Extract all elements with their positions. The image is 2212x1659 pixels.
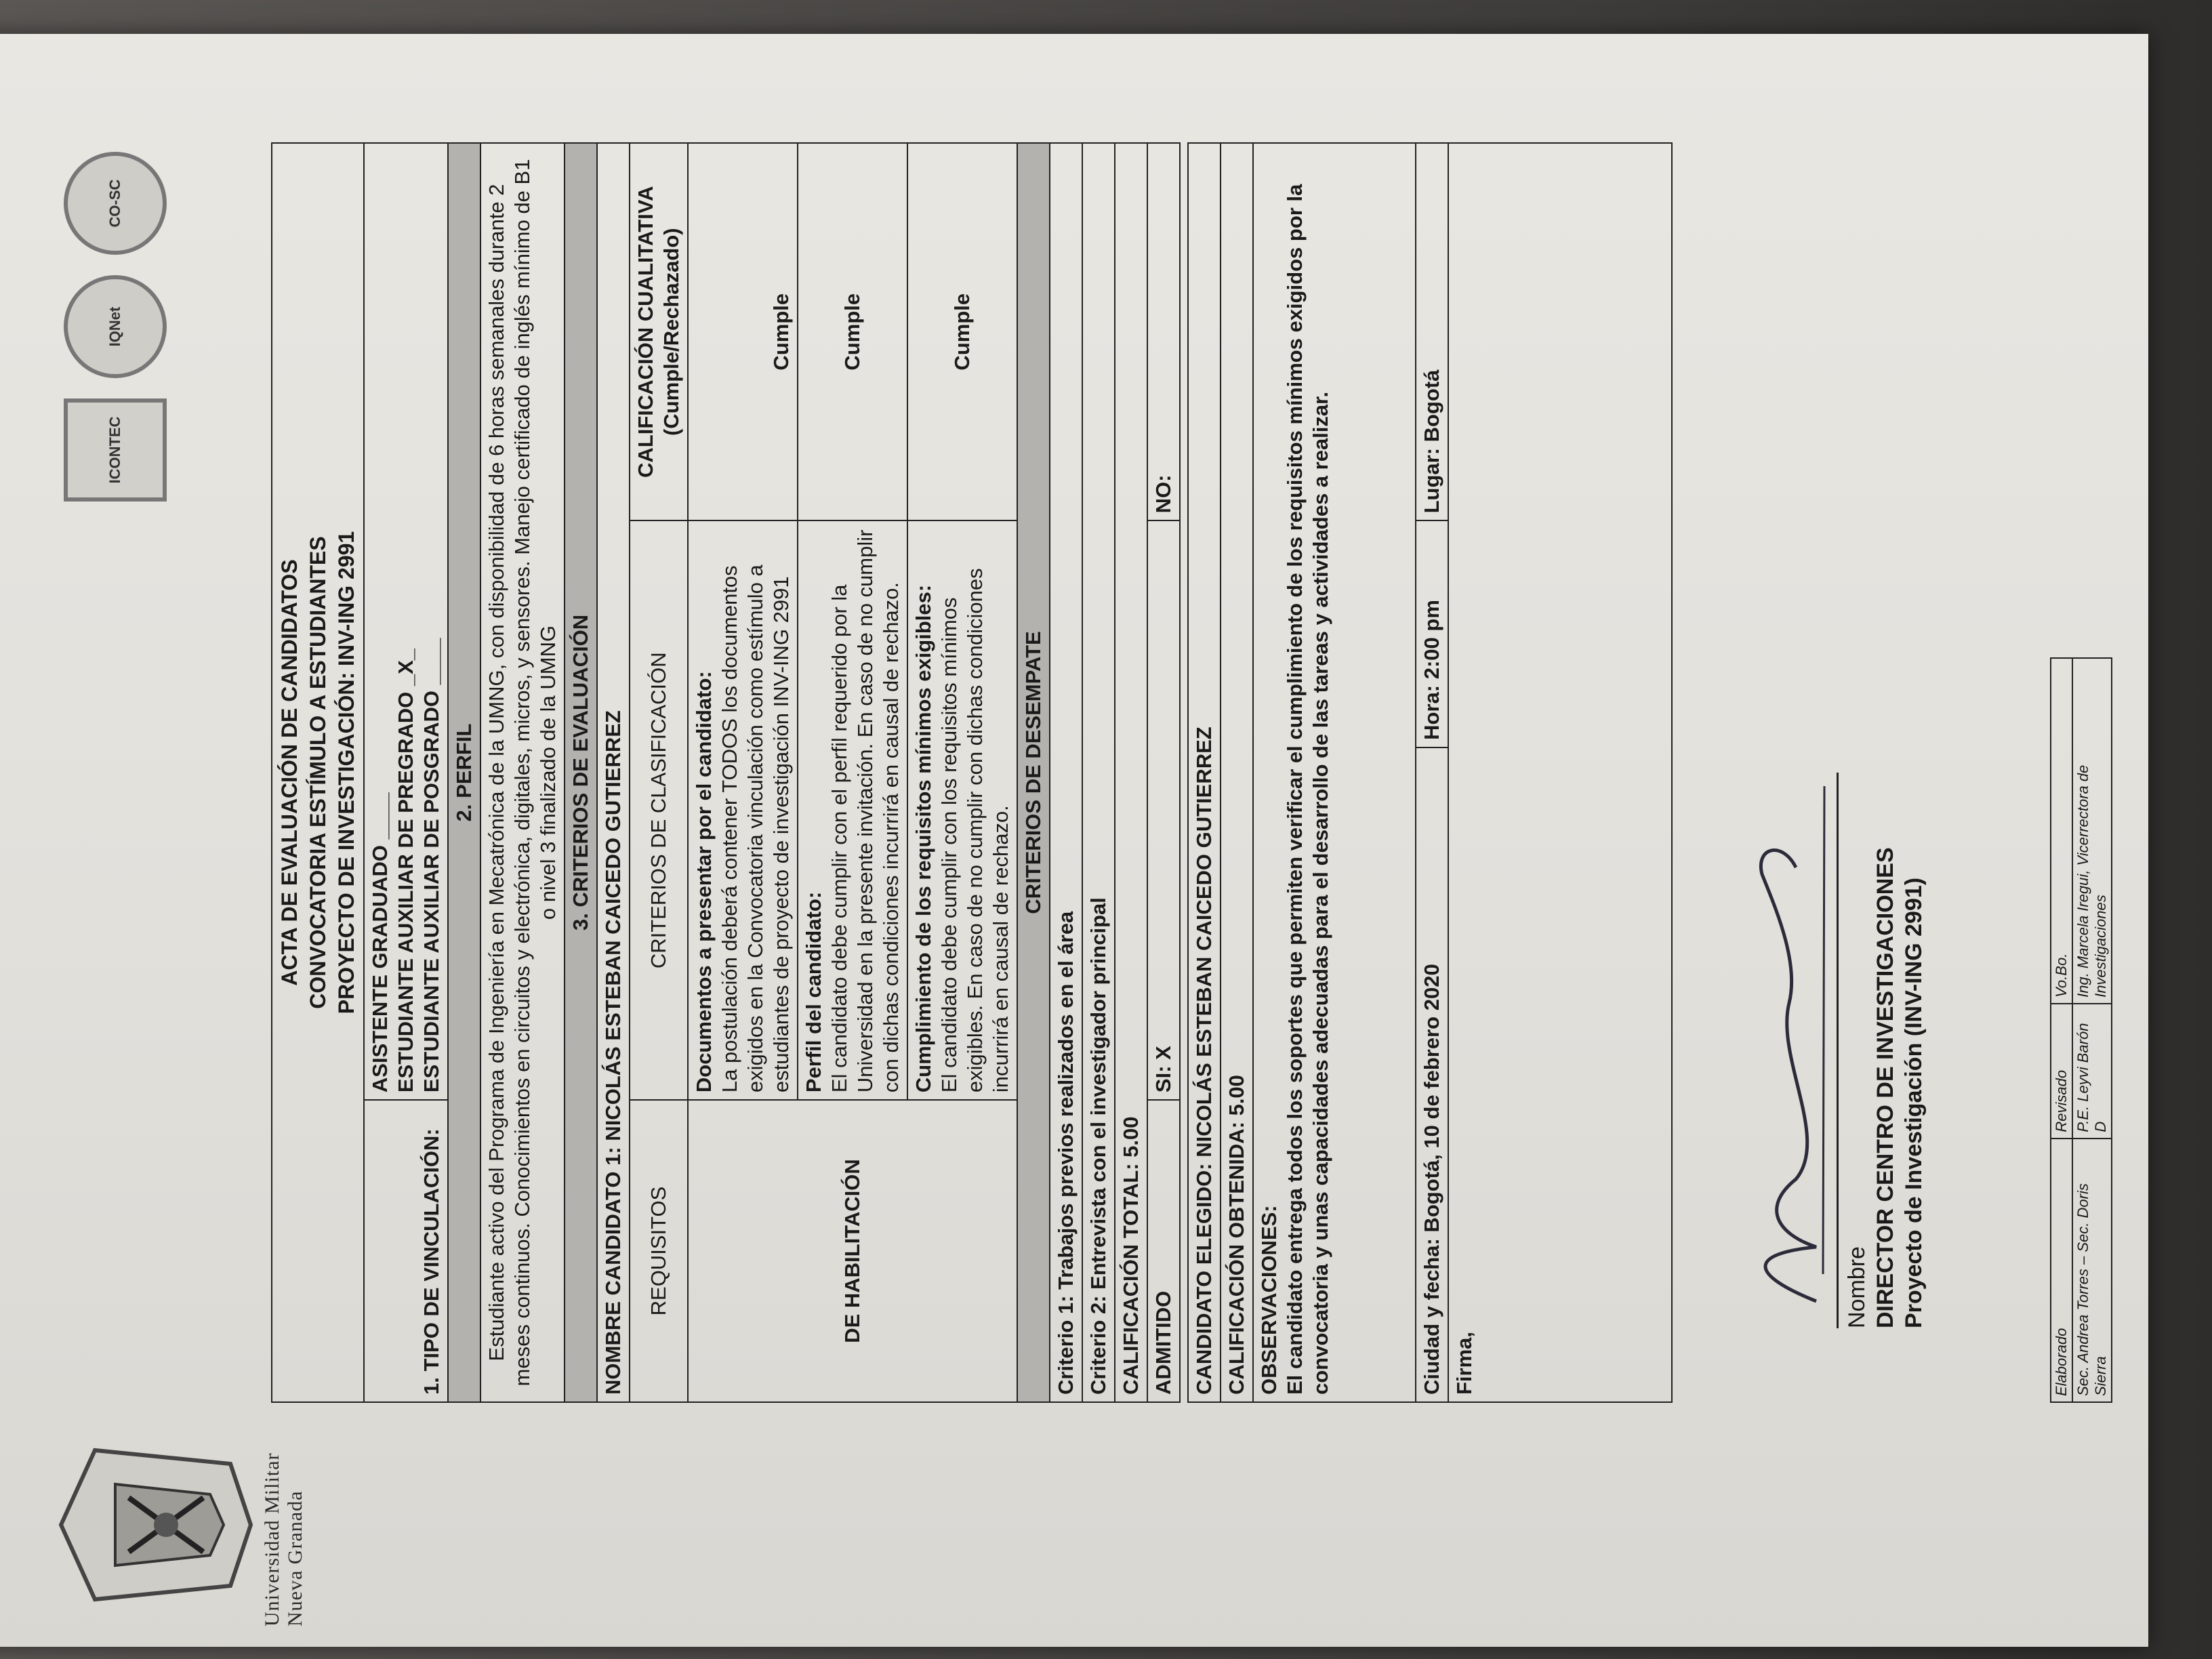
calificacion-obtenida: CALIFICACIÓN OBTENIDA: 5.00 (1221, 143, 1253, 1402)
admitido-label: ADMITIDO (1147, 1100, 1180, 1402)
cosc-seal-icon: CO-SC (64, 152, 167, 255)
vobo-value: Ing. Marcela Iregui, Vicerrectora de Investigaciones (2072, 658, 2112, 1004)
revisado-label: Revisado (2051, 1004, 2072, 1139)
admitido-no: NO: (1147, 143, 1180, 520)
result-requisitos-minimos: Cumple (907, 143, 1017, 520)
university-coat-of-arms-icon (54, 1437, 258, 1613)
vinculacion-label: 1. TIPO DE VINCULACIÓN: (364, 1100, 448, 1402)
certification-logos (61, 122, 169, 501)
result-documentos: Cumple (688, 143, 798, 520)
handwritten-signature-icon (1735, 759, 1843, 1315)
item-perfil: Perfil del candidato: El candidato debe cumplir con el perfil requerido por la Universidad en la presente invitación. En caso de no cumplir con dichas condiciones incurrirá en causal de rechazo. (798, 520, 907, 1100)
elaborado-label: Elaborado (2051, 1139, 2072, 1402)
signature-block (1837, 718, 1928, 1328)
perfil-heading: 2. PERFIL (448, 143, 480, 1402)
vinculacion-options: ASISTENTE GRADUADO ____ ESTUDIANTE AUXILIAR DE PREGRADO _X_ ESTUDIANTE AUXILIAR DE POSGRADO ____ (364, 143, 448, 1100)
evaluation-table (271, 142, 1181, 1403)
desempate-heading: CRITERIOS DE DESEMPATE (1017, 143, 1050, 1402)
habilitacion-label: DE HABILITACIÓN (688, 1100, 1017, 1402)
candidato-elegido: CANDIDATO ELEGIDO: NICOLÁS ESTEBAN CAICEDO GUTIERREZ (1188, 143, 1221, 1402)
signer-project: Proyecto de Investigación (INV-ING 2991) (1901, 877, 1927, 1328)
revisado-value: P.E. Leyvi Barón D (2072, 1004, 2112, 1139)
elaborado-value: Sec. Andrea Torres – Sec. Doris Sierra (2072, 1139, 2112, 1402)
criterios-heading: 3. CRITERIOS DE EVALUACIÓN (565, 143, 597, 1402)
iqnet-seal-icon: IQNet (64, 275, 167, 378)
result-perfil: Cumple (798, 143, 907, 520)
observaciones: OBSERVACIONES: El candidato entrega todos los soportes que permiten verificar el cumplimiento de los requisitos mínimos exigidos por la convocatoria y unas capacidades adecuadas para el desarrollo de las tareas y actividades a realizar. (1253, 143, 1416, 1402)
item-requisitos-minimos: Cumplimiento de los requisitos mínimos exigibles: El candidato debe cumplir con los requisitos mínimos exigibles. En caso de no cumplir con dichas condiciones incurrirá en causal de rechazo. (907, 520, 1017, 1100)
lugar: Lugar: Bogotá (1416, 143, 1448, 520)
candidate-name: NOMBRE CANDIDATO 1: NICOLÁS ESTEBAN CAICEDO GUTIERREZ (597, 143, 630, 1402)
item-documentos: Documentos a presentar por el candidato: La postulación deberá contener TODOS los documentos exigidos en la Convocatoria vinculación como estímulo a estudiantes de proyecto de investigación INV-ING 2991 (688, 520, 798, 1100)
document-title: ACTA DE EVALUACIÓN DE CANDIDATOS CONVOCATORIA ESTÍMULO A ESTUDIANTES PROYECTO DE INVESTIGACIÓN: INV-ING 2991 (272, 143, 364, 1402)
approval-table (2050, 657, 2112, 1403)
admitido-si: SI: X (1147, 520, 1180, 1100)
col-calificacion: CALIFICACIÓN CUALITATIVA (Cumple/Rechazado) (630, 143, 688, 520)
firma-label: Firma, (1448, 143, 1672, 1402)
calificacion-total: CALIFICACIÓN TOTAL: 5.00 (1115, 143, 1147, 1402)
col-requisitos: REQUISITOS (630, 1100, 688, 1402)
criterio-1: Criterio 1: Trabajos previos realizados en el área (1050, 143, 1082, 1402)
signer-title: DIRECTOR CENTRO DE INVESTIGACIONES (1872, 847, 1898, 1328)
criterio-2: Criterio 2: Entrevista con el investigador principal (1082, 143, 1115, 1402)
ciudad-fecha: Ciudad y fecha: Bogotá, 10 de febrero 2020 (1416, 747, 1448, 1402)
approval-footer (2050, 657, 2112, 1403)
document-page (0, 95, 2108, 1654)
icontec-seal-icon: ICONTEC (64, 398, 167, 501)
hora: Hora: 2:00 pm (1416, 520, 1448, 747)
institution-line1: Universidad Militar (261, 1452, 283, 1626)
col-clasificacion: CRITERIOS DE CLASIFICACIÓN (630, 520, 688, 1100)
signer-name-label: Nombre (1844, 1246, 1870, 1328)
evaluation-form (271, 142, 1673, 1403)
perfil-text: Estudiante activo del Programa de Ingeniería en Mecatrónica de la UMNG, con disponibilidad de 6 horas semanales durante 2 meses continuos. Conocimientos en circuitos y electrónica, digitales, micros, y sensores. Manejo certificado de inglés mínimo de B1 o nivel 3 finalizado de la UMNG (480, 143, 565, 1402)
institution-line2: Nueva Granada (284, 1490, 306, 1626)
result-table (1187, 142, 1673, 1403)
vobo-label: Vo.Bo. (2051, 658, 2072, 1004)
paper-sheet (0, 34, 2148, 1647)
institution-name (261, 1410, 307, 1626)
